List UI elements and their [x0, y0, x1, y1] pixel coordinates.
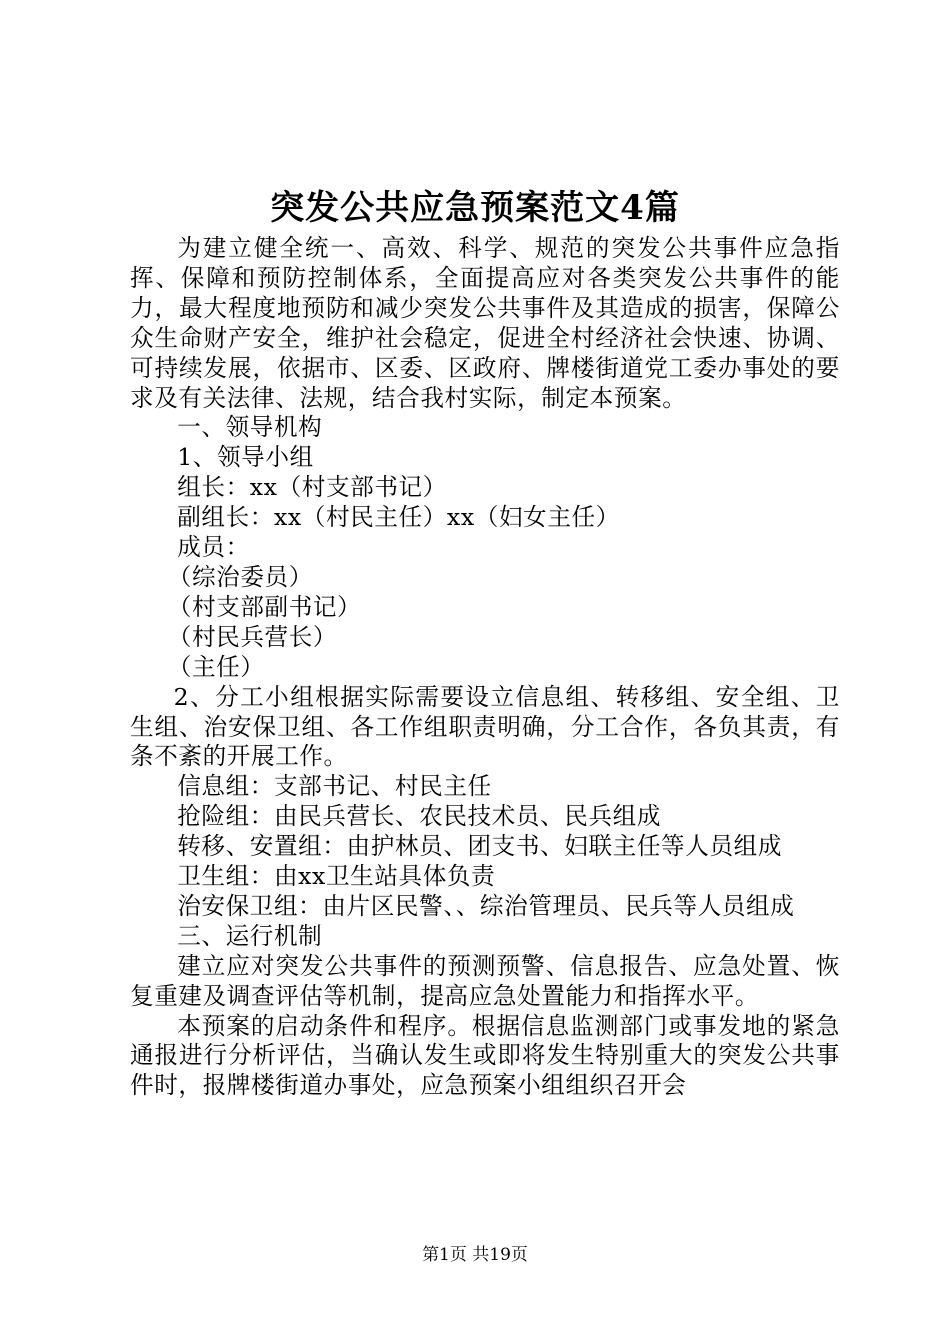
mechanism-paragraph: 建立应对突发公共事件的预测预警、信息报告、应急处置、恢复重建及调查评估等机制，提高应急处置能力和指挥水平。	[130, 951, 840, 1010]
relocation-group-line: 转移、安置组：由护林员、团支书、妇联主任等人员组成	[177, 832, 783, 861]
document-body	[130, 234, 840, 1101]
member-line: （综治委员）	[167, 562, 313, 591]
deputy-leader-line: 副组长：xx（村民主任）xx（妇女主任）	[177, 503, 620, 532]
member-line: （主任）	[167, 652, 265, 681]
member-line: （村支部副书记）	[167, 592, 362, 621]
rescue-group-line: 抢险组：由民兵营长、农民技术员、民兵组成	[177, 802, 662, 831]
activation-paragraph: 本预案的启动条件和程序。根据信息监测部门或事发地的紧急通报进行分析评估，当确认发生或即将发生特别重大的突发公共事件时，报牌楼街道办事处，应急预案小组组织召开会	[130, 1011, 840, 1100]
group-leader-line: 组长：xx（村支部书记）	[177, 473, 447, 502]
health-group-line: 卫生组：由xx卫生站具体负责	[177, 862, 496, 891]
subsection-heading-leading-group: 1、领导小组	[177, 443, 314, 472]
intro-paragraph: 为建立健全统一、高效、科学、规范的突发公共事件应急指挥、保障和预防控制体系，全面提高应对各类突发公共事件的能力，最大程度地预防和减少突发公共事件及其造成的损害，保障公众生命财产安全，维护社会稳定，促进全村经济社会快速、协调、可持续发展，依据市、区委、区政府、牌楼街道党工委办事处的要求及有关法律、法规，结合我村实际，制定本预案。	[130, 234, 840, 412]
info-group-line: 信息组：支部书记、村民主任	[177, 772, 492, 801]
section-heading-leadership: 一、领导机构	[177, 413, 323, 442]
page-footer: 第1页 共19页	[422, 1245, 528, 1265]
section-heading-operation: 三、运行机制	[177, 921, 323, 950]
member-line: （村民兵营长）	[167, 622, 338, 651]
page-title: 突发公共应急预案范文4篇	[270, 188, 680, 228]
security-group-line: 治安保卫组：由片区民警、、综治管理员、民兵等人员组成	[177, 891, 795, 920]
members-label: 成员：	[177, 533, 250, 562]
division-groups-paragraph: 2、分工小组根据实际需要设立信息组、转移组、安全组、卫生组、治安保卫组、各工作组职责明确，分工合作，各负其责，有条不紊的开展工作。	[130, 682, 840, 771]
